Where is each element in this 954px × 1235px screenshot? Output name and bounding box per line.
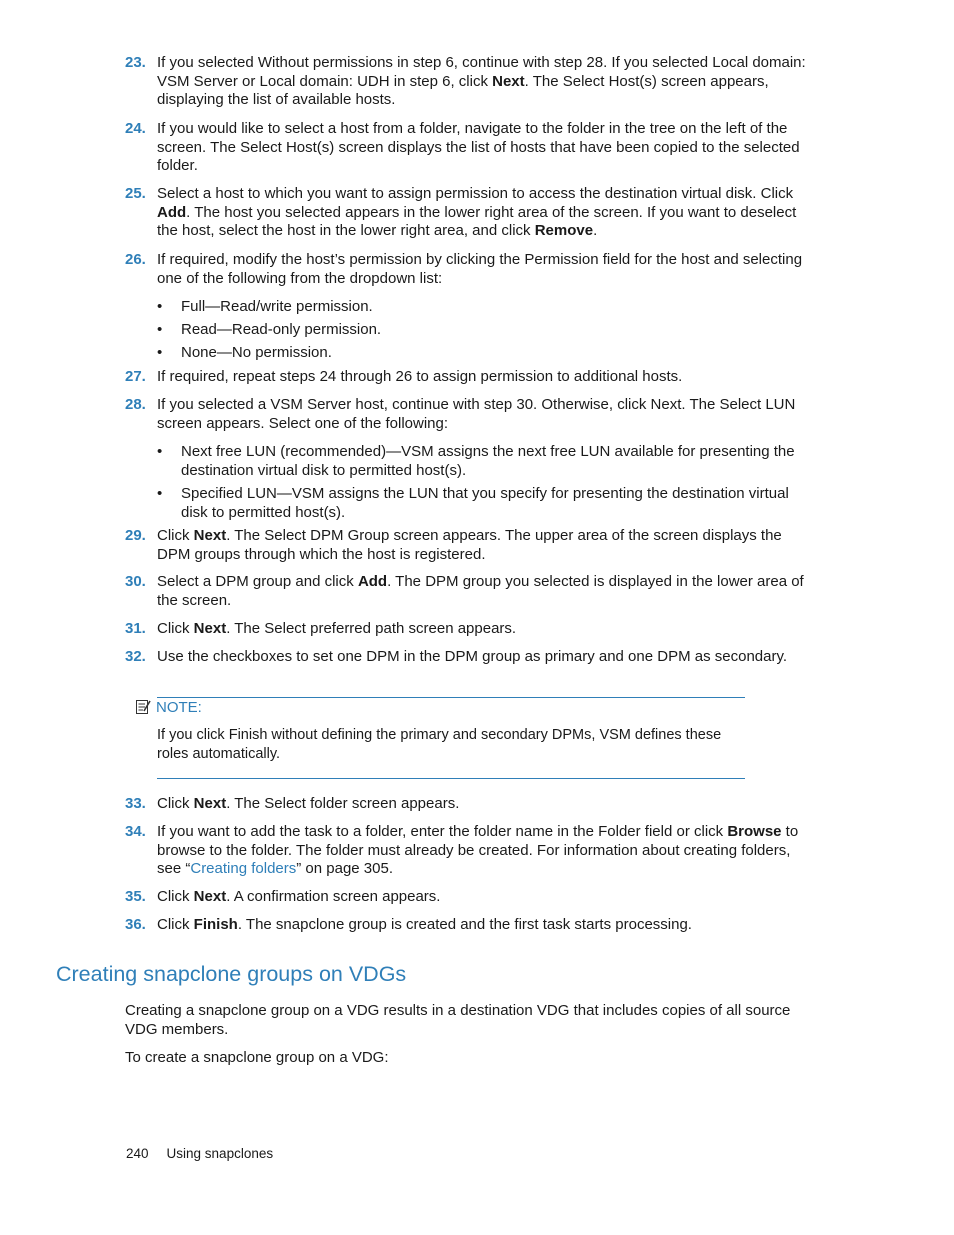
- step-26: [125, 251, 815, 288]
- note-heading: [135, 699, 202, 718]
- step-number: 35.: [125, 888, 146, 905]
- note-text: If you click Finish without defining the primary and secondary DPMs, VSM defines these roles automatically.: [157, 727, 722, 762]
- page-number: 240: [126, 1146, 149, 1161]
- step-number: 31.: [125, 620, 146, 637]
- note-icon: [135, 699, 151, 715]
- step-number: 27.: [125, 368, 146, 385]
- step-text: Select a DPM group and click Add. The DPM group you selected is displayed in the lower area of the screen.: [157, 573, 804, 609]
- list-item: • Specified LUN—VSM assigns the LUN that you specify for presenting the destination virtual disk to permitted host(s).: [157, 485, 789, 521]
- step-24: [125, 120, 815, 176]
- step-text: Click Next. The Select preferred path screen appears.: [157, 620, 517, 637]
- step-number: 23.: [125, 54, 146, 71]
- page-footer: [126, 1145, 273, 1164]
- step-text: If you would like to select a host from a folder, navigate to the folder in the tree on the left of the screen. The Select Host(s) screen displays the list of hosts that have been copied to the selected folder.: [157, 120, 800, 175]
- step-number: 33.: [125, 795, 146, 812]
- step-36: [125, 916, 815, 935]
- bullet-marker: •: [157, 321, 163, 338]
- step-number: 30.: [125, 573, 146, 590]
- list-item: • Next free LUN (recommended)—VSM assigns the next free LUN available for presenting the destination virtual disk to permitted host(s).: [157, 443, 795, 479]
- step-text: Click Next. The Select DPM Group screen appears. The upper area of the screen displays the DPM groups through which the host is registered.: [157, 527, 782, 563]
- chapter-title: Using snapclones: [166, 1146, 274, 1161]
- step-number: 34.: [125, 823, 146, 840]
- step-number: 26.: [125, 251, 146, 268]
- list-item: • None—No permission.: [157, 344, 332, 361]
- step-number: 32.: [125, 648, 146, 665]
- step-31: [125, 620, 815, 639]
- step-number: 36.: [125, 916, 146, 933]
- step-34: [125, 823, 815, 879]
- bullet-marker: •: [157, 298, 163, 315]
- step-29: [125, 527, 815, 564]
- step-number: 24.: [125, 120, 146, 137]
- step-23: [125, 54, 815, 110]
- list-item: • Read—Read-only permission.: [157, 321, 382, 338]
- step-33: [125, 795, 815, 814]
- bullet-marker: •: [157, 344, 163, 361]
- step-text: If required, modify the host’s permission by clicking the Permission field for the host and selecting one of the following from the dropdown list:: [157, 251, 803, 287]
- step-30: [125, 573, 815, 610]
- step-text: If you selected Without permissions in step 6, continue with step 28. If you selected Local domain: VSM Server or Local domain: UDH in step 6, click Next. The Select Host(s) screen appears, displaying the list of available hosts.: [157, 54, 806, 109]
- section-heading: Creating snapclone groups on VDGs: [56, 962, 407, 986]
- note-bottom-rule: [157, 778, 745, 779]
- step-number: 29.: [125, 527, 146, 544]
- bullet-marker: •: [157, 443, 163, 460]
- section-lead-in-paragraph: To create a snapclone group on a VDG:: [125, 1049, 389, 1066]
- creating-folders-link[interactable]: Creating folders: [190, 860, 297, 878]
- step-28: [125, 396, 815, 433]
- step-text: If you selected a VSM Server host, continue with step 30. Otherwise, click Next. The Select LUN screen appears. Select one of the following:: [157, 396, 796, 432]
- step-27: [125, 368, 815, 387]
- step-number: 25.: [125, 185, 146, 202]
- step-text: Select a host to which you want to assign permission to access the destination virtual disk. Click Add. The host you selected appears in the lower right area of the screen. If you want to deselect the host, select the host in the lower right area, and click Remove.: [157, 185, 797, 240]
- step-25: [125, 185, 815, 241]
- step-text: Click Next. The Select folder screen appears.: [157, 795, 460, 812]
- section-intro-paragraph: Creating a snapclone group on a VDG results in a destination VDG that includes copies of all source VDG members.: [125, 1002, 791, 1038]
- list-item: • Full—Read/write permission.: [157, 298, 373, 315]
- step-35: [125, 888, 815, 907]
- bullet-marker: •: [157, 485, 163, 502]
- step-text: If required, repeat steps 24 through 26 to assign permission to additional hosts.: [157, 368, 683, 385]
- step-text: Click Finish. The snapclone group is created and the first task starts processing.: [157, 916, 692, 933]
- step-text: If you want to add the task to a folder, enter the folder name in the Folder field or click Browse to browse to the folder. The folder must already be created. For information about creating folders, see “Creating folders” on page 305.: [157, 823, 799, 878]
- step-number: 28.: [125, 396, 146, 413]
- step-text: Click Next. A confirmation screen appears.: [157, 888, 441, 905]
- note-label: NOTE:: [156, 699, 202, 716]
- note-top-rule: [157, 697, 745, 698]
- step-text: Use the checkboxes to set one DPM in the DPM group as primary and one DPM as secondary.: [157, 648, 788, 665]
- step-32: [125, 648, 815, 667]
